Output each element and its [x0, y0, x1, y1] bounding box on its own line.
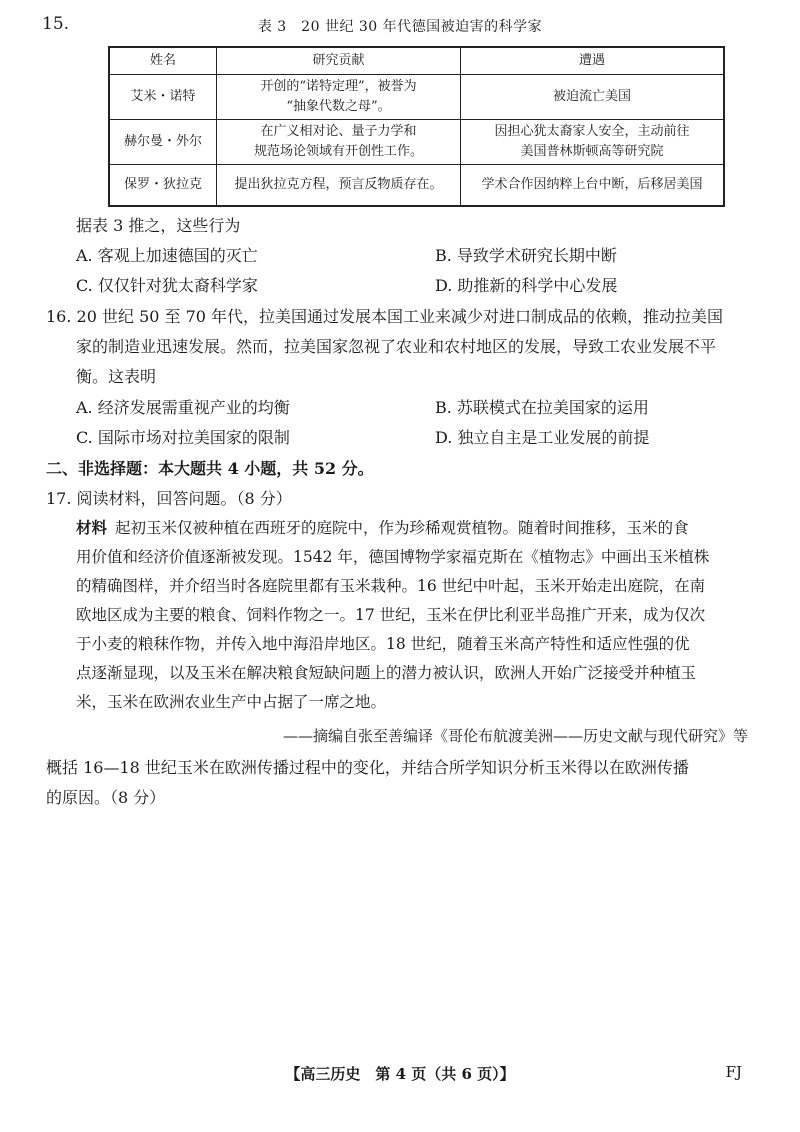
question-15-stem: 据表 3 推之，这些行为	[76, 216, 241, 235]
question-17-prompt-line-2: 的原因。（8 分）	[46, 788, 166, 807]
material-source: ——摘编自张至善编译《哥伦布航渡美洲——历史文献与现代研究》等	[282, 727, 748, 745]
cell-fate	[461, 165, 725, 207]
material-line: 于小麦的粮秣作物，并传入地中海沿岸地区。18 世纪，随着玉米高产特性和适应性强的优	[76, 635, 690, 653]
cell-contribution	[217, 75, 461, 120]
header-fate: 遭遇	[461, 47, 725, 75]
page-footer	[0, 1063, 800, 1084]
question-16-line-1: 16. 20 世纪 50 至 70 年代，拉美国通过发展本国工业来减少对进口制成品的依赖，推动拉美国	[46, 307, 724, 326]
material-line: 用价值和经济价值逐渐被发现。1542 年，德国博物学家福克斯在《植物志》中画出玉米植株	[76, 548, 710, 566]
material-line: 的精确图样，并介绍当时各庭院里都有玉米栽种。16 世纪中叶起，玉米开始走出庭院，在南	[76, 577, 706, 595]
cell-line: 因担心犹太裔家人安全，主动前往	[494, 124, 690, 139]
material-line: 欧地区成为主要的粮食、饲料作物之一。17 世纪，玉米在伊比利亚半岛推广开来，成为仅次	[76, 606, 706, 624]
scientists-table	[108, 46, 725, 207]
material-line: 米，玉米在欧洲农业生产中占据了一席之地。	[76, 693, 387, 711]
cell-line: 提出狄拉克方程，预言反物质存在。	[234, 177, 443, 192]
material-line	[76, 513, 766, 543]
header-contribution: 研究贡献	[217, 47, 461, 75]
cell-contribution	[217, 165, 461, 207]
question-16-line-2: 家的制造业迅速发展。然而，拉美国家忽视了农业和农村地区的发展，导致工农业发展不平	[76, 337, 717, 356]
material-label: 材料	[76, 518, 108, 537]
question-17-prompt-line-1: 概括 16—18 世纪玉米在欧洲传播过程中的变化，并结合所学知识分析玉米得以在欧洲传播	[46, 758, 689, 777]
cell-line: 学术合作因纳粹上台中断，后移居美国	[481, 177, 703, 192]
cell-name: 赫尔曼・外尔	[109, 120, 217, 165]
q15-option-a[interactable]: A. 客观上加速德国的灭亡	[76, 246, 258, 265]
table-caption: 表 3 20 世纪 30 年代德国被迫害的科学家	[257, 19, 543, 35]
q15-option-d[interactable]: D. 助推新的科学中心发展	[435, 276, 618, 295]
cell-line: 规范场论领域有开创性工作。	[253, 144, 423, 159]
question-16-line-3: 衡。这表明	[76, 367, 157, 386]
q16-option-d[interactable]: D. 独立自主是工业发展的前提	[435, 428, 650, 447]
cell-line: 在广义相对论、量子力学和	[260, 124, 417, 139]
table-row	[109, 120, 724, 165]
header-name: 姓名	[109, 47, 217, 75]
cell-contribution	[217, 120, 461, 165]
q15-option-c[interactable]: C. 仅仅针对犹太裔科学家	[76, 276, 258, 295]
q16-option-c[interactable]: C. 国际市场对拉美国家的限制	[76, 428, 290, 447]
table-row	[109, 75, 724, 120]
cell-line: 开创的“诺特定理”，被誉为	[260, 79, 417, 94]
material-line: 点逐渐显现，以及玉米在解决粮食短缺问题上的潜力被认识，欧洲人开始广泛接受并种植玉	[76, 664, 697, 682]
table-header-row	[109, 47, 724, 75]
q16-option-b[interactable]: B. 苏联模式在拉美国家的运用	[435, 398, 649, 417]
cell-name: 保罗・狄拉克	[109, 165, 217, 207]
material-text: 起初玉米仅被种植在西班牙的庭院中，作为珍稀观赏植物。随着时间推移，玉米的食	[115, 519, 689, 537]
cell-fate	[461, 75, 725, 120]
footer-code: FJ	[725, 1063, 742, 1081]
cell-name: 艾米・诺特	[109, 75, 217, 120]
footer-page-info: 【高三历史 第 4 页（共 6 页）】	[285, 1065, 515, 1083]
material-paragraph	[76, 513, 766, 717]
cell-fate	[461, 120, 725, 165]
q15-option-b[interactable]: B. 导致学术研究长期中断	[435, 246, 617, 265]
q16-option-a[interactable]: A. 经济发展需重视产业的均衡	[76, 398, 290, 417]
question-17-title: 17. 阅读材料，回答问题。（8 分）	[46, 489, 292, 508]
cell-line: “抽象代数之母”。	[286, 99, 391, 114]
cell-line: 美国普林斯顿高等研究院	[520, 144, 664, 159]
section-2-heading: 二、非选择题：本大题共 4 小题，共 52 分。	[46, 459, 374, 478]
question-15-number: 15.	[42, 14, 70, 34]
cell-line: 被迫流亡美国	[552, 89, 631, 104]
table-row	[109, 165, 724, 207]
